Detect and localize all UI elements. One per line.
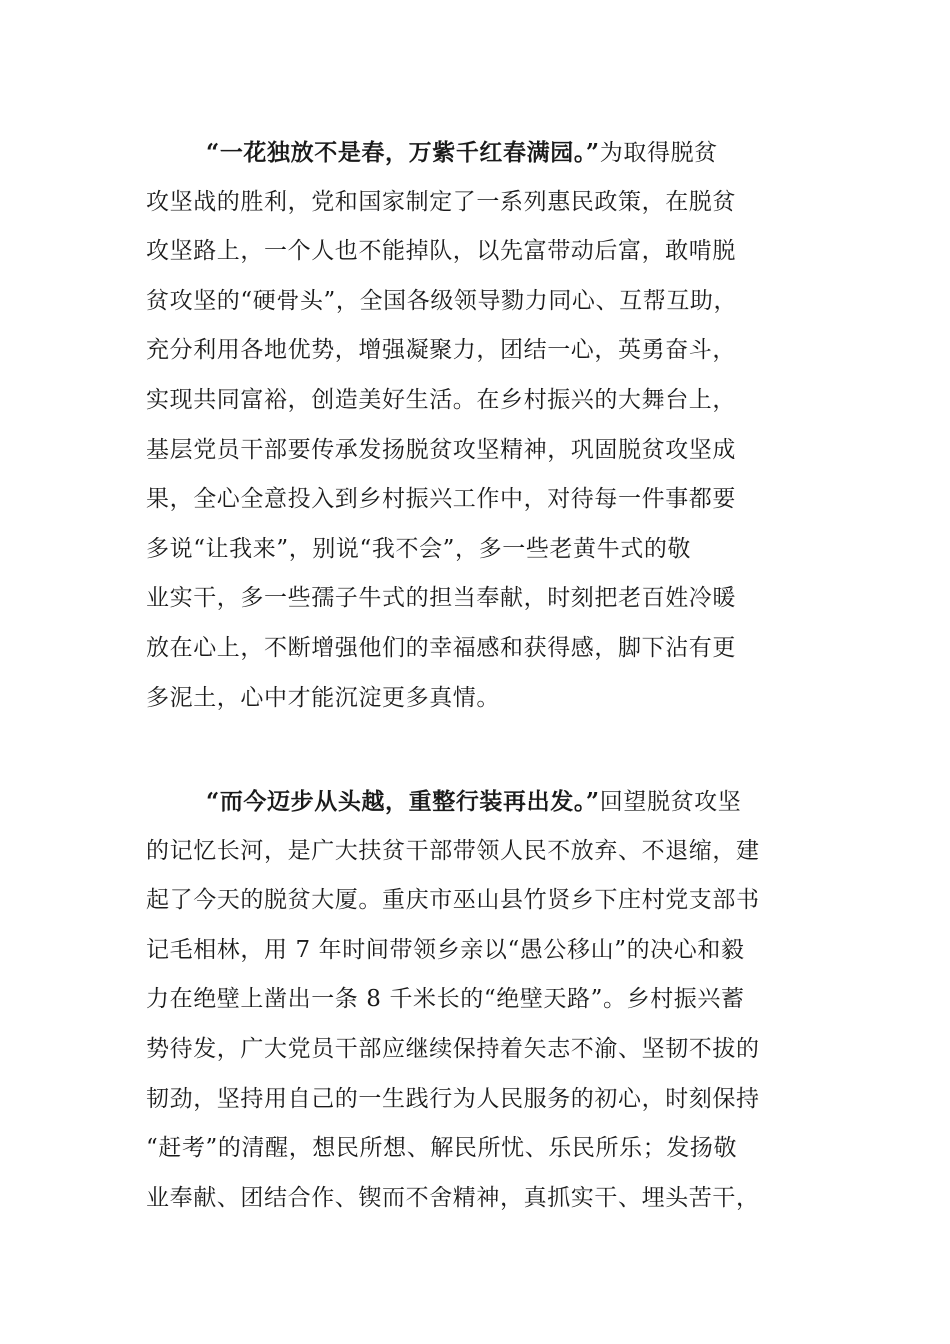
paragraph-1-line-10: 业实干，多一些孺子牛式的担当奉献，时刻把老百姓冷暖 [146, 585, 736, 612]
paragraph-2-line-8: “赶考”的清醒，想民所想、解民所忧、乐民所乐；发扬敬 [146, 1135, 738, 1162]
paragraph-2 [146, 777, 810, 1223]
paragraph-1-line-4: 贫攻坚的“硬骨头”，全国各级领导勠力同心、互帮互助， [146, 287, 738, 314]
paragraph-1 [146, 128, 810, 723]
paragraph-2-line-9: 业奉献、团结合作、锲而不舍精神，真抓实干、埋头苦干， [146, 1184, 760, 1211]
paragraph-1-line-5: 充分利用各地优势，增强凝聚力，团结一心，英勇奋斗， [146, 337, 736, 364]
paragraph-1-line-12: 多泥土，心中才能沉淀更多真情。 [146, 684, 500, 711]
paragraph-1-line-9: 多说“让我来”，别说“我不会”，多一些老黄牛式的敬 [146, 535, 692, 562]
paragraph-1-first-rest: 为取得脱贫 [599, 140, 718, 166]
paragraph-2-line-2: 的记忆长河，是广大扶贫干部带领人民不放弃、不退缩，建 [146, 837, 760, 864]
paragraph-2-line-7: 韧劲，坚持用自己的一生践行为人民服务的初心，时刻保持 [146, 1085, 760, 1112]
paragraph-2-line-4: 记毛相林，用 7 年时间带领乡亲以“愚公移山”的决心和毅 [146, 936, 745, 963]
paragraph-2-lead-quote: “而今迈步从头越，重整行装再出发。” [206, 788, 600, 815]
paragraph-1-line-2: 攻坚战的胜利，党和国家制定了一系列惠民政策，在脱贫 [146, 188, 736, 215]
paragraph-2-line-1 [146, 777, 810, 827]
paragraph-2-line-3: 起了今天的脱贫大厦。重庆市巫山县竹贤乡下庄村党支部书 [146, 887, 760, 914]
paragraph-1-line-7: 基层党员干部要传承发扬脱贫攻坚精神，巩固脱贫攻坚成 [146, 436, 736, 463]
paragraph-1-line-8: 果，全心全意投入到乡村振兴工作中，对待每一件事都要 [146, 486, 736, 513]
paragraph-1-lead-quote: “一花独放不是春，万紫千红春满园。” [206, 139, 600, 166]
paragraph-1-line-6: 实现共同富裕，创造美好生活。在乡村振兴的大舞台上， [146, 386, 736, 413]
paragraph-2-first-rest: 回望脱贫攻坚 [599, 789, 742, 815]
paragraph-1-line-3: 攻坚路上，一个人也不能掉队，以先富带动后富，敢啃脱 [146, 238, 736, 265]
paragraph-1-line-11: 放在心上，不断增强他们的幸福感和获得感，脚下沾有更 [146, 634, 736, 661]
paragraph-2-line-5: 力在绝壁上凿出一条 8 千米长的“绝壁天路”。乡村振兴蓄 [146, 986, 745, 1013]
paragraph-1-line-1 [146, 128, 810, 178]
paragraph-2-line-6: 势待发，广大党员干部应继续保持着矢志不渝、坚韧不拔的 [146, 1035, 760, 1062]
